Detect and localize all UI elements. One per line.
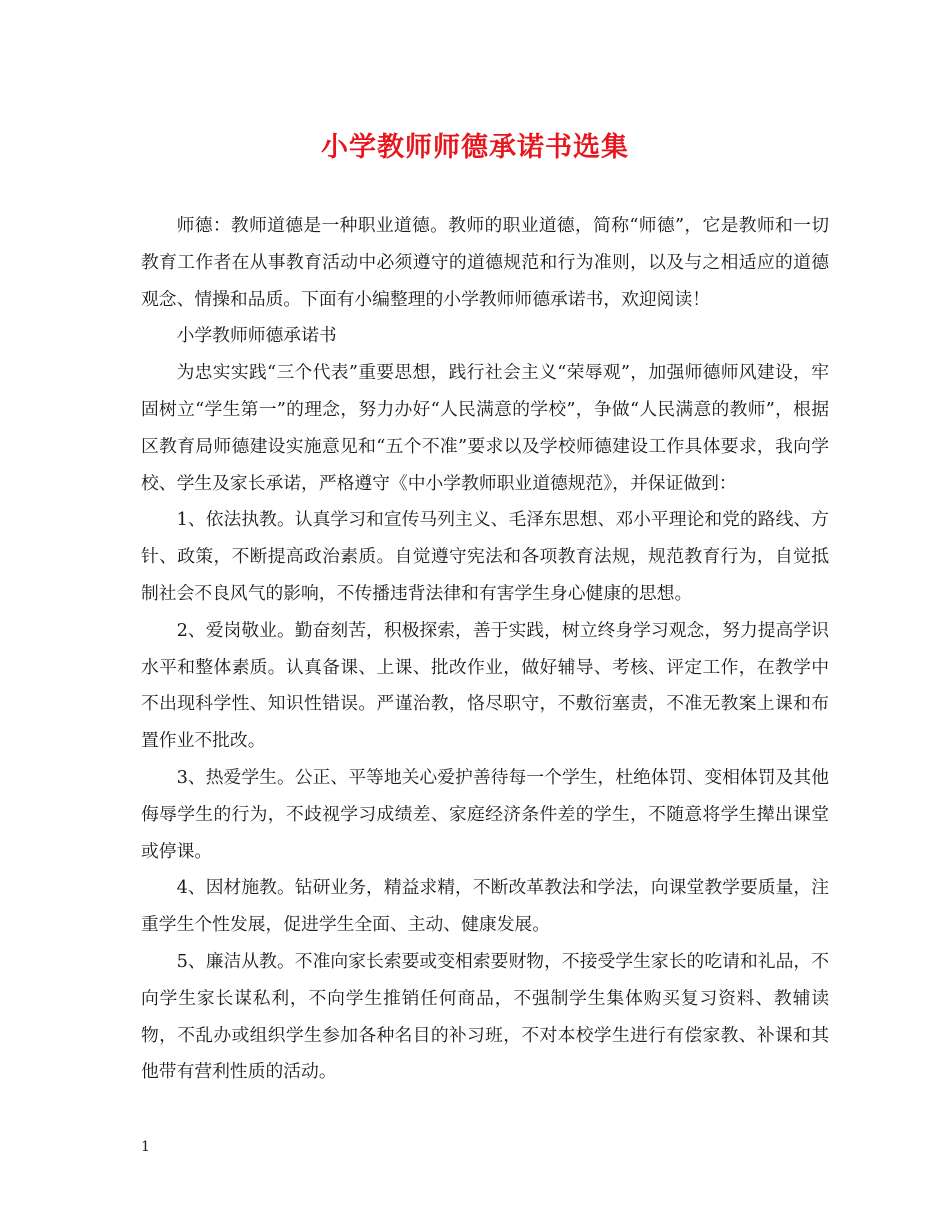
pledge-item-3: 3、热爱学生。公正、平等地关心爱护善待每一个学生，杜绝体罚、变相体罚及其他侮辱学生的行为，不歧视学习成绩差、家庭经济条件差的学生，不随意将学生撵出课堂或停课。: [141, 766, 829, 862]
document-body: [141, 208, 829, 1091]
pledge-item-2: 2、爱岗敬业。勤奋刻苦，积极探索，善于实践，树立终身学习观念，努力提高学识水平和整体素质。认真备课、上课、批改作业，做好辅导、考核、评定工作，在教学中不出现科学性、知识性错误。严谨治教，恪尽职守，不敷衍塞责，不准无教案上课和布置作业不批改。: [141, 619, 829, 752]
intro-paragraph: 师德：教师道德是一种职业道德。教师的职业道德，简称“师德”，它是教师和一切教育工作者在从事教育活动中必须遵守的道德规范和行为准则，以及与之相适应的道德观念、情操和品质。下面有小编整理的小学教师师德承诺书，欢迎阅读！: [141, 215, 829, 310]
document-title: 小学教师师德承诺书选集: [321, 132, 629, 163]
preamble-paragraph: 为忠实实践“三个代表”重要思想，践行社会主义“荣辱观”，加强师德师风建设，牢固树立“学生第一”的理念，努力办好“人民满意的学校”，争做“人民满意的教师”，根据区教育局师德建设实施意见和“五个不准”要求以及学校师德建设工作具体要求，我向学校、学生及家长承诺，严格遵守《中小学教师职业道德规范》，并保证做到：: [141, 362, 829, 494]
pledge-item-5: 5、廉洁从教。不准向家长索要或变相索要财物，不接受学生家长的吃请和礼品，不向学生家长谋私利，不向学生推销任何商品，不强制学生集体购买复习资料、教辅读物，不乱办或组织学生参加各种名目的补习班，不对本校学生进行有偿家教、补课和其他带有营利性质的活动。: [141, 950, 829, 1083]
section-heading: 小学教师师德承诺书: [176, 325, 337, 347]
page-number: 1: [141, 1139, 150, 1155]
pledge-item-4: 4、因材施教。钻研业务，精益求精，不断改革教法和学法，向课堂教学要质量，注重学生个性发展，促进学生全面、主动、健康发展。: [141, 877, 829, 936]
pledge-item-1: 1、依法执教。认真学习和宣传马列主义、毛泽东思想、邓小平理论和党的路线、方针、政策，不断提高政治素质。自觉遵守宪法和各项教育法规，规范教育行为，自觉抵制社会不良风气的影响，不传播违背法律和有害学生身心健康的思想。: [141, 509, 829, 604]
